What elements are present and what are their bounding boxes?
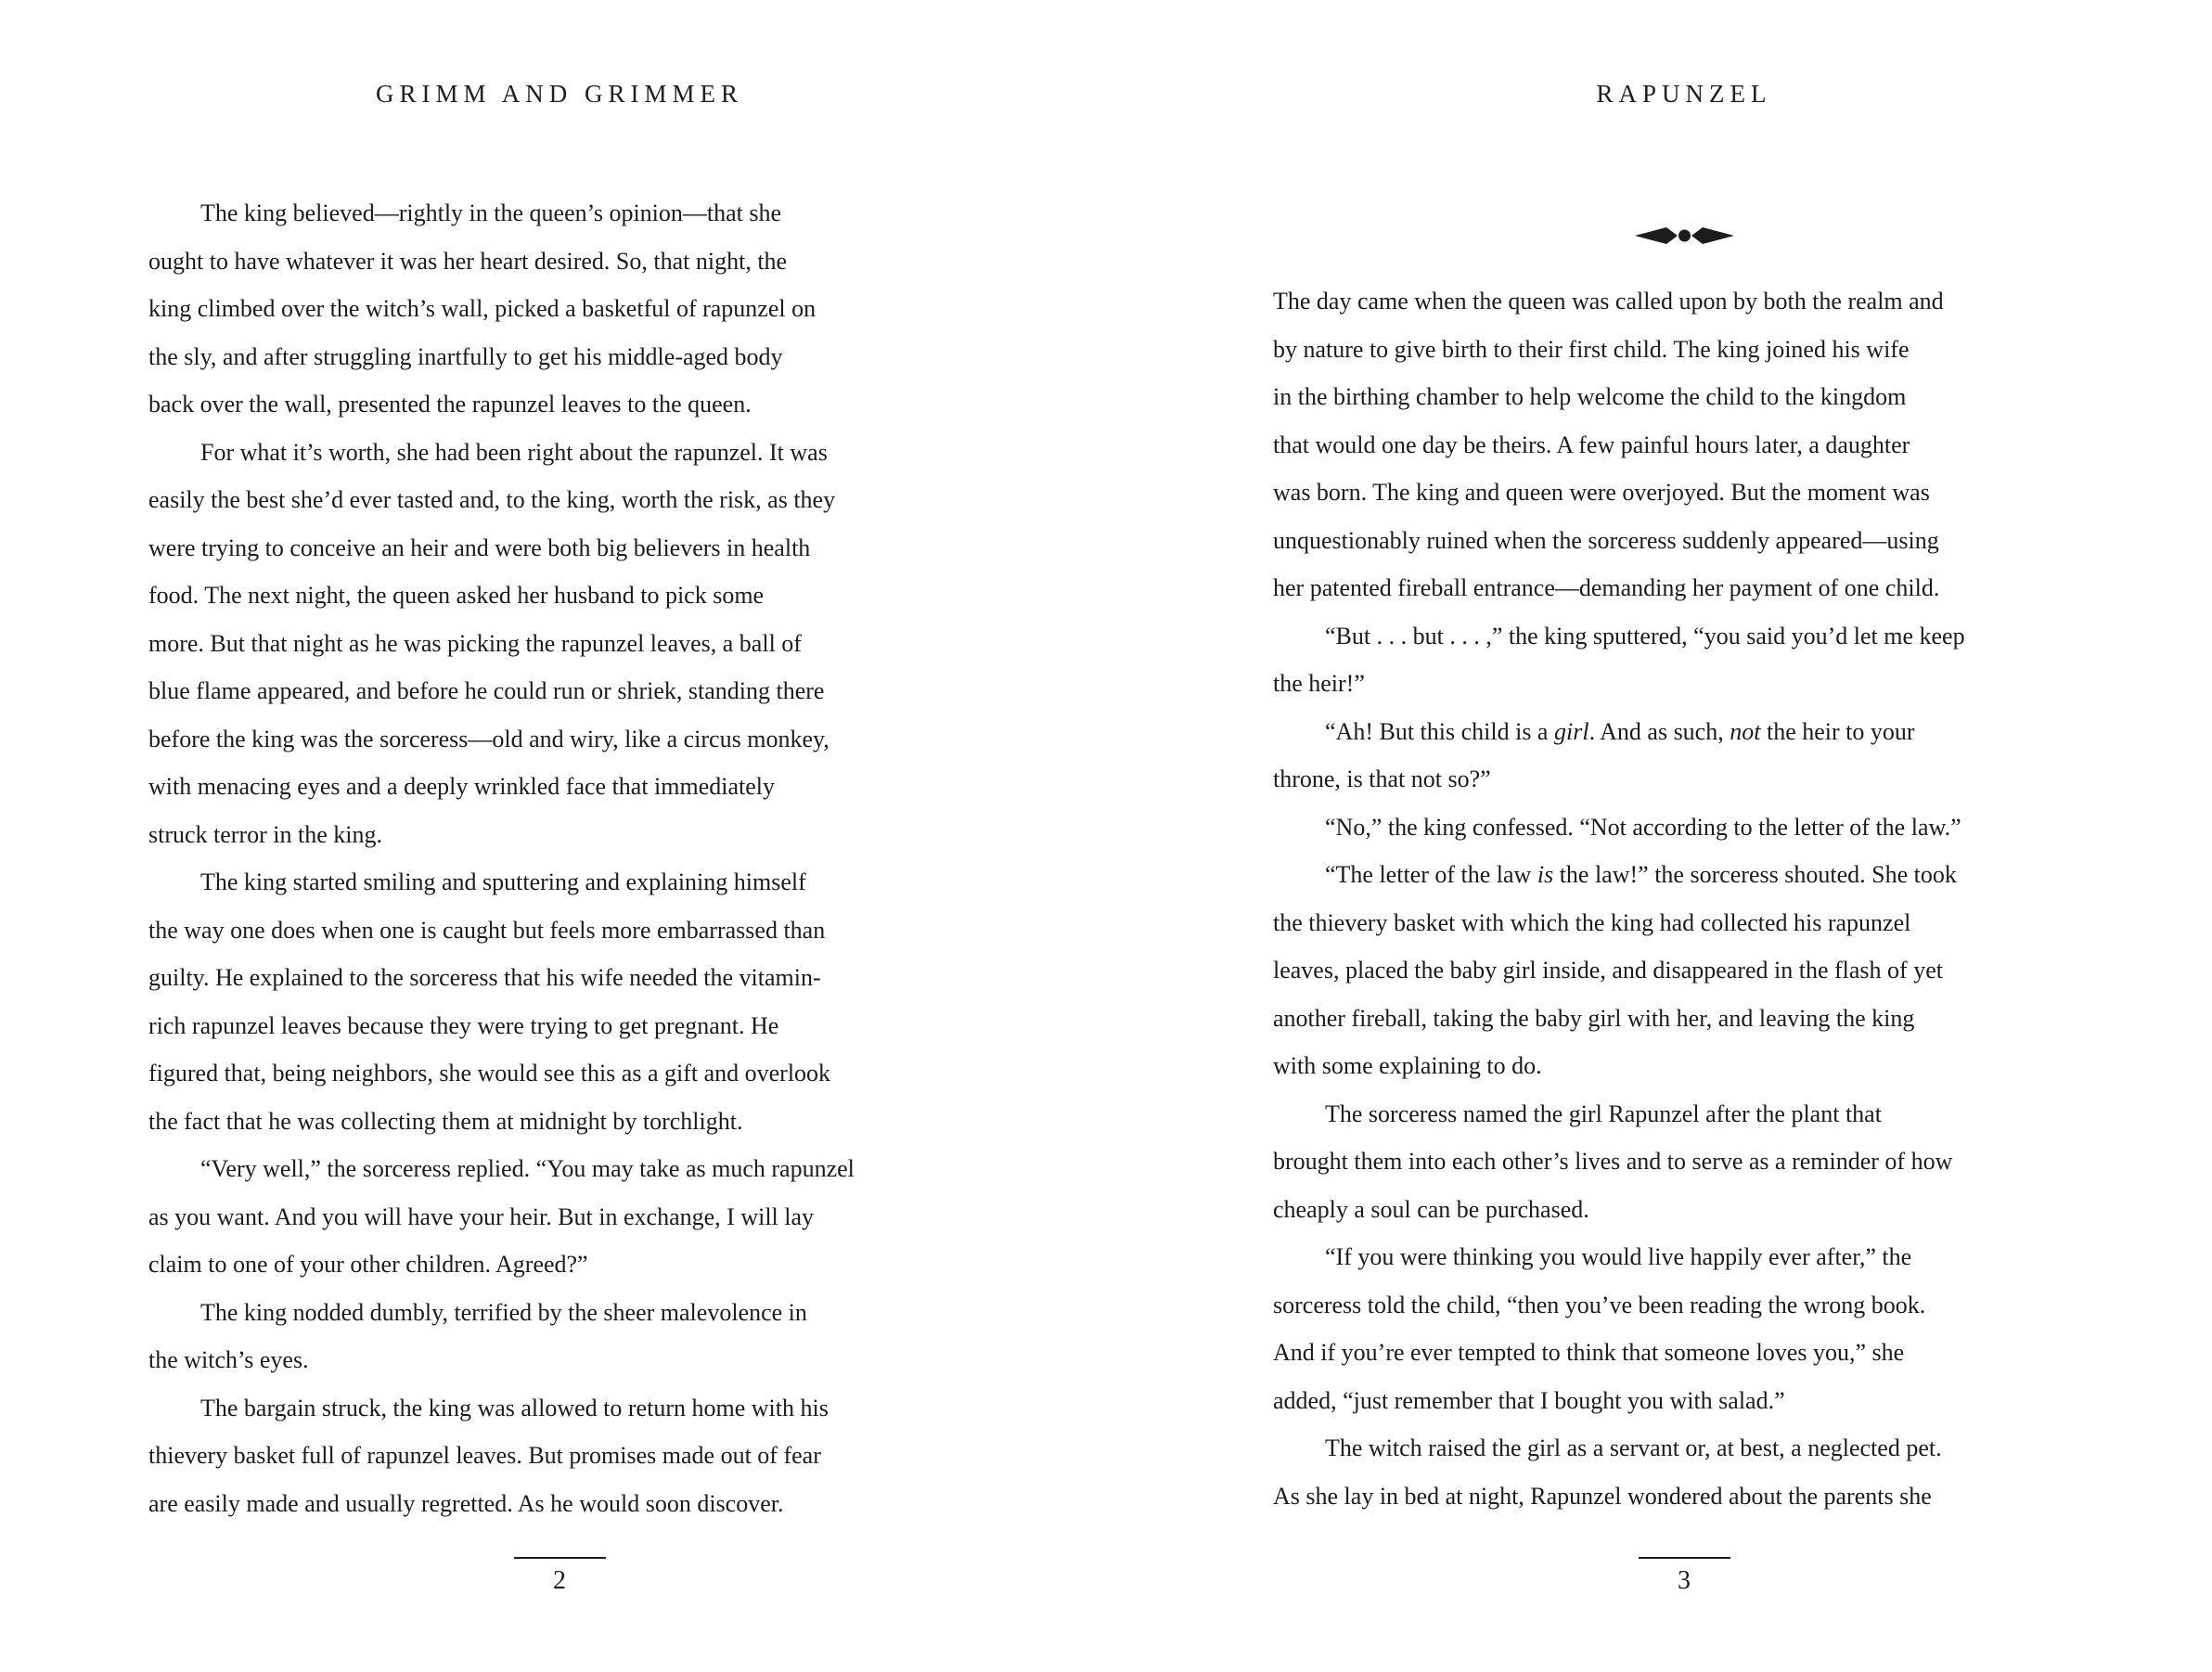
body-line: back over the wall, presented the rapunzel leaves to the queen. [148,391,752,418]
body-line: more. But that night as he was picking the rapunzel leaves, a ball of [148,629,802,657]
paragraph [1273,277,2164,612]
left-page-body [148,189,1039,1527]
body-line: in the birthing chamber to help welcome the child to the kingdom [1273,383,1907,410]
right-page-body [1273,277,2164,1520]
body-line: The day came when the queen was called upon by both the realm and [1273,288,1944,315]
right-running-head: RAPUNZEL [1596,80,1772,108]
body-line: brought them into each other’s lives and to serve as a reminder of how [1273,1148,1953,1175]
paragraph [148,858,1039,1145]
body-line: the way one does when one is caught but feels more embarrassed than [148,916,826,944]
paragraph [1273,851,2164,1090]
body-line: that would one day be theirs. A few painful hours later, a daughter [1273,431,1910,458]
body-line: the witch’s eyes. [148,1346,309,1373]
body-line: guilty. He explained to the sorceress that his wife needed the vitamin- [148,964,821,991]
body-line: the thievery basket with which the king had collected his rapunzel [1273,908,1911,936]
body-line: “But . . . but . . . ,” the king sputtered, “you said you’d let me keep [1325,622,1965,650]
body-line: were trying to conceive an heir and were both big believers in health [148,534,811,561]
body-line: For what it’s worth, she had been right about the rapunzel. It was [200,438,828,466]
body-line: are easily made and usually regretted. As he would soon discover. [148,1489,784,1517]
body-line: easily the best she’d ever tasted and, to the king, worth the risk, as they [148,486,836,513]
body-line: with some explaining to do. [1273,1052,1542,1079]
paragraph [148,1384,1039,1528]
paragraph [1273,1424,2164,1520]
dart-dot-dart-divider-icon [1635,225,1734,251]
paragraph [1273,1233,2164,1424]
body-line: cheaply a soul can be purchased. [1273,1195,1589,1223]
body-line: as you want. And you will have your heir. But in exchange, I will lay [148,1203,815,1230]
right-footer-rule [1639,1557,1730,1559]
body-line: “Very well,” the sorceress replied. “You may take as much rapunzel [200,1155,855,1182]
body-line: thievery basket full of rapunzel leaves. But promises made out of fear [148,1442,821,1469]
paragraph [1273,612,2164,708]
body-line: The king started smiling and sputtering and explaining himself [200,868,806,895]
body-line: figured that, being neighbors, she would see this as a gift and overlook [148,1060,831,1087]
body-line: The witch raised the girl as a servant or, at best, a neglected pet. [1325,1434,1942,1461]
section-divider [1273,225,2095,251]
body-line: “No,” the king confessed. “Not according to the letter of the law.” [1325,813,1961,841]
paragraph [148,189,1039,429]
left-running-head: GRIMM AND GRIMMER [375,80,744,108]
body-line: unquestionably ruined when the sorceress suddenly appeared—using [1273,526,1939,554]
body-line: leaves, placed the baby girl inside, and disappeared in the flash of yet [1273,957,1943,984]
body-line: king climbed over the witch’s wall, picked a basketful of rapunzel on [148,295,817,322]
body-line: “If you were thinking you would live happily ever after,” the [1325,1243,1912,1270]
right-page-number: 3 [1678,1566,1691,1595]
body-line: the sly, and after struggling inartfully to get his middle-aged body [148,342,783,370]
right-page [1106,0,2212,1672]
body-line: by nature to give birth to their first child. The king joined his wife [1273,335,1910,363]
body-line: “Ah! But this child is a girl. And as such, not the heir to your [1325,717,1915,745]
body-line: struck terror in the king. [148,820,382,848]
left-page-number: 2 [553,1566,566,1595]
body-line: “The letter of the law is the law!” the sorceress shouted. She took [1325,861,1957,888]
body-line: was born. The king and queen were overjoyed. But the moment was [1273,479,1930,506]
body-line: her patented fireball entrance—demanding her payment of one child. [1273,574,1940,601]
body-line: And if you’re ever tempted to think that someone loves you,” she [1273,1339,1905,1366]
body-line: sorceress told the child, “then you’ve been reading the wrong book. [1273,1291,1926,1318]
body-line: rich rapunzel leaves because they were trying to get pregnant. He [148,1011,779,1039]
paragraph [148,1145,1039,1289]
body-line: blue flame appeared, and before he could run or shriek, standing there [148,677,825,704]
body-line: the heir!” [1273,670,1365,697]
body-line: before the king was the sorceress—old and wiry, like a circus monkey, [148,725,830,752]
body-line: another fireball, taking the baby girl with her, and leaving the king [1273,1004,1915,1032]
body-line: added, “just remember that I bought you with salad.” [1273,1386,1785,1414]
body-line: throne, is that not so?” [1273,765,1491,792]
body-line: the fact that he was collecting them at midnight by torchlight. [148,1107,743,1135]
paragraph [148,429,1039,859]
body-line: food. The next night, the queen asked her husband to pick some [148,582,765,609]
body-line: The king believed—rightly in the queen’s opinion—that she [200,199,782,226]
left-footer-rule [514,1557,606,1559]
paragraph [1273,804,2164,852]
paragraph [1273,708,2164,804]
paragraph [1273,1090,2164,1234]
body-line: ought to have whatever it was her heart desired. So, that night, the [148,247,788,275]
body-line: The sorceress named the girl Rapunzel after the plant that [1325,1100,1882,1127]
paragraph [148,1289,1039,1384]
body-line: The bargain struck, the king was allowed to return home with his [200,1394,829,1421]
body-line: The king nodded dumbly, terrified by the sheer malevolence in [200,1298,807,1326]
body-line: with menacing eyes and a deeply wrinkled face that immediately [148,773,776,800]
body-line: claim to one of your other children. Agreed?” [148,1251,588,1278]
body-line: As she lay in bed at night, Rapunzel wondered about the parents she [1273,1482,1932,1510]
